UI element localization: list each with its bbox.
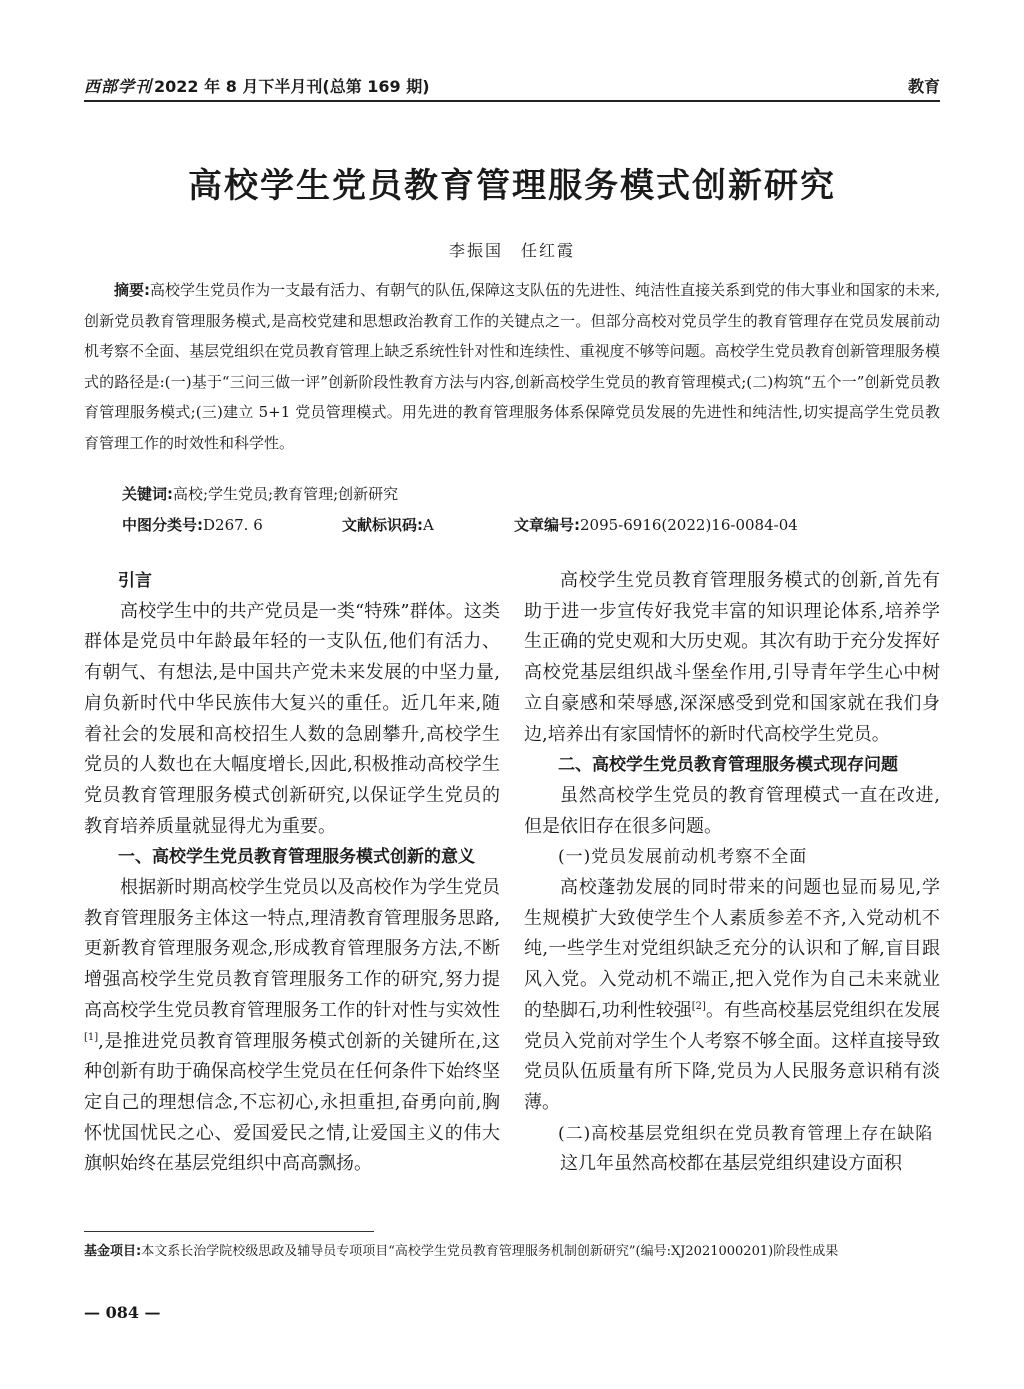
issue-info: 2022 年 8 月下半月刊(总第 169 期) <box>154 77 430 96</box>
doccode-value: A <box>423 516 434 534</box>
subsection1-heading: (一)党员发展前动机考察不全面 <box>558 847 808 868</box>
document-code <box>342 512 434 538</box>
paragraph-text: ,是推进党员教育管理服务模式创新的关键所在,这种创新有助于确保高校学生党员在任何条件下始终坚定自己的理想信念,不忘初心,永担重担,奋勇向前,胸怀忧国忧民之心、爱国爱民之情,让爱国主义的伟大旗帜始终在基层党组织中高高飘扬。 <box>84 1030 500 1175</box>
section-name: 教育 <box>907 77 940 96</box>
articleno-label: 文章编号: <box>514 516 580 534</box>
fund-footnote <box>84 1240 940 1264</box>
abstract-label: 摘要: <box>114 281 151 299</box>
paragraph-text: 。有些高校基层党组织在发展党员入党前对学生个人考察不够全面。这样直接导致党员队伍质量有所下降,党员为人民服务意识稍有淡薄。 <box>524 999 940 1113</box>
citation-ref[interactable]: [2] <box>691 1000 706 1012</box>
abstract <box>84 275 940 458</box>
paragraph-text: 根据新时期高校学生党员以及高校作为学生党员教育管理服务主体这一特点,理清教育管理服务思路,更新教育管理服务观念,形成教育管理服务方法,不断增强高校学生党员教育管理服务工作的研究,努力提高高校学生党员教育管理服务工作的针对性与实效性 <box>84 877 500 1021</box>
right-column <box>524 566 940 1180</box>
keywords-text: 高校;学生党员;教育管理;创新研究 <box>173 485 399 503</box>
citation-ref[interactable]: [1] <box>84 1031 99 1043</box>
clc-value: D267. 6 <box>203 516 263 534</box>
doccode-label: 文献标识码: <box>342 516 423 534</box>
significance-paragraph: 高校学生党员教育管理服务模式的创新,首先有助于进一步宣传好我党丰富的知识理论体系,培养学生正确的党史观和大历史观。其次有助于充分发挥好高校党基层组织战斗堡垒作用,引导青年学生心中树立自豪感和荣辱感,深深感受到党和国家就在我们身边,培养出有家国情怀的新时代高校学生党员。 <box>524 570 940 745</box>
articleno-value: 2095-6916(2022)16-0084-04 <box>580 516 798 534</box>
section1-paragraph <box>84 873 500 1180</box>
left-column <box>84 566 500 1180</box>
paragraph-text: 高校蓬勃发展的同时带来的问题也显而易见,学生规模扩大致使学生个人素质参差不齐,入党动机不纯,一些学生对党组织缺乏充分的认识和了解,盲目跟风入党。入党动机不端正,把入党作为自己未来就业的垫脚石,功利性较强 <box>524 877 940 1021</box>
intro-heading: 引言 <box>118 571 152 591</box>
clc-code <box>122 512 263 538</box>
classification-line <box>122 512 940 538</box>
fund-label: 基金项目: <box>84 1244 142 1259</box>
keywords-label: 关键词: <box>122 485 173 503</box>
section1-heading: 一、高校学生党员教育管理服务模式创新的意义 <box>118 847 475 868</box>
keywords <box>122 481 940 507</box>
footnote-divider <box>84 1231 374 1232</box>
running-header <box>84 72 940 102</box>
fund-text: 本文系长治学院校级思政及辅导员专项项目“高校学生党员教育管理服务机制创新研究”(编号:XJ2021000201)阶段性成果 <box>141 1244 839 1259</box>
journal-logo: 西部学刊 <box>84 77 153 96</box>
page-number: — 084 — <box>84 1303 161 1322</box>
subsection2-heading: (二)高校基层党组织在党员教育管理上存在缺陷 <box>558 1123 934 1144</box>
article-authors: 李振国 任红霞 <box>448 241 575 260</box>
intro-paragraph: 高校学生中的共产党员是一类“特殊”群体。这类群体是党员中年龄最年轻的一支队伍,他们有活力、有朝气、有想法,是中国共产党未来发展的中坚力量,肩负新时代中华民族伟大复兴的重任。近几年来,随着社会的发展和高校招生人数的急剧攀升,高校学生党员的人数也在大幅度增长,因此,积极推动高校学生党员教育管理服务模式创新研究,以保证学生党员的教育培养质量就显得尤为重要。 <box>84 600 500 837</box>
subsection2-paragraph: 这几年虽然高校都在基层党组织建设方面积 <box>560 1153 902 1175</box>
article-number <box>514 512 798 538</box>
clc-label: 中图分类号: <box>122 516 203 534</box>
abstract-text: 高校学生党员作为一支最有活力、有朝气的队伍,保障这支队伍的先进性、纯洁性直接关系到党的伟大事业和国家的未来,创新党员教育管理服务模式,是高校党建和思想政治教育工作的关键点之一。但部分高校对党员学生的教育管理存在党员发展前动机考察不全面、基层党组织在党员教育管理上缺乏系统性针对性和连续性、重视度不够等问题。高校学生党员教育创新管理服务模式的路径是:(一)基于“三问三做一评”创新阶段性教育方法与内容,创新高校学生党员的教育管理模式;(二)构筑“五个一”创新党员教育管理服务模式;(三)建立 5+1 党员管理模式。用先进的教育管理服务体系保障党员发展的先进性和纯洁性,切实提高学生党员教育管理工作的时效性和科学性。 <box>84 281 940 452</box>
section2-heading: 二、高校学生党员教育管理服务模式现存问题 <box>558 755 898 776</box>
subsection1-paragraph <box>524 873 940 1119</box>
section2-paragraph: 虽然高校学生党员的教育管理模式一直在改进,但是依旧存在很多问题。 <box>524 784 940 837</box>
article-title: 高校学生党员教育管理服务模式创新研究 <box>188 166 836 206</box>
journal-issue <box>84 74 430 97</box>
